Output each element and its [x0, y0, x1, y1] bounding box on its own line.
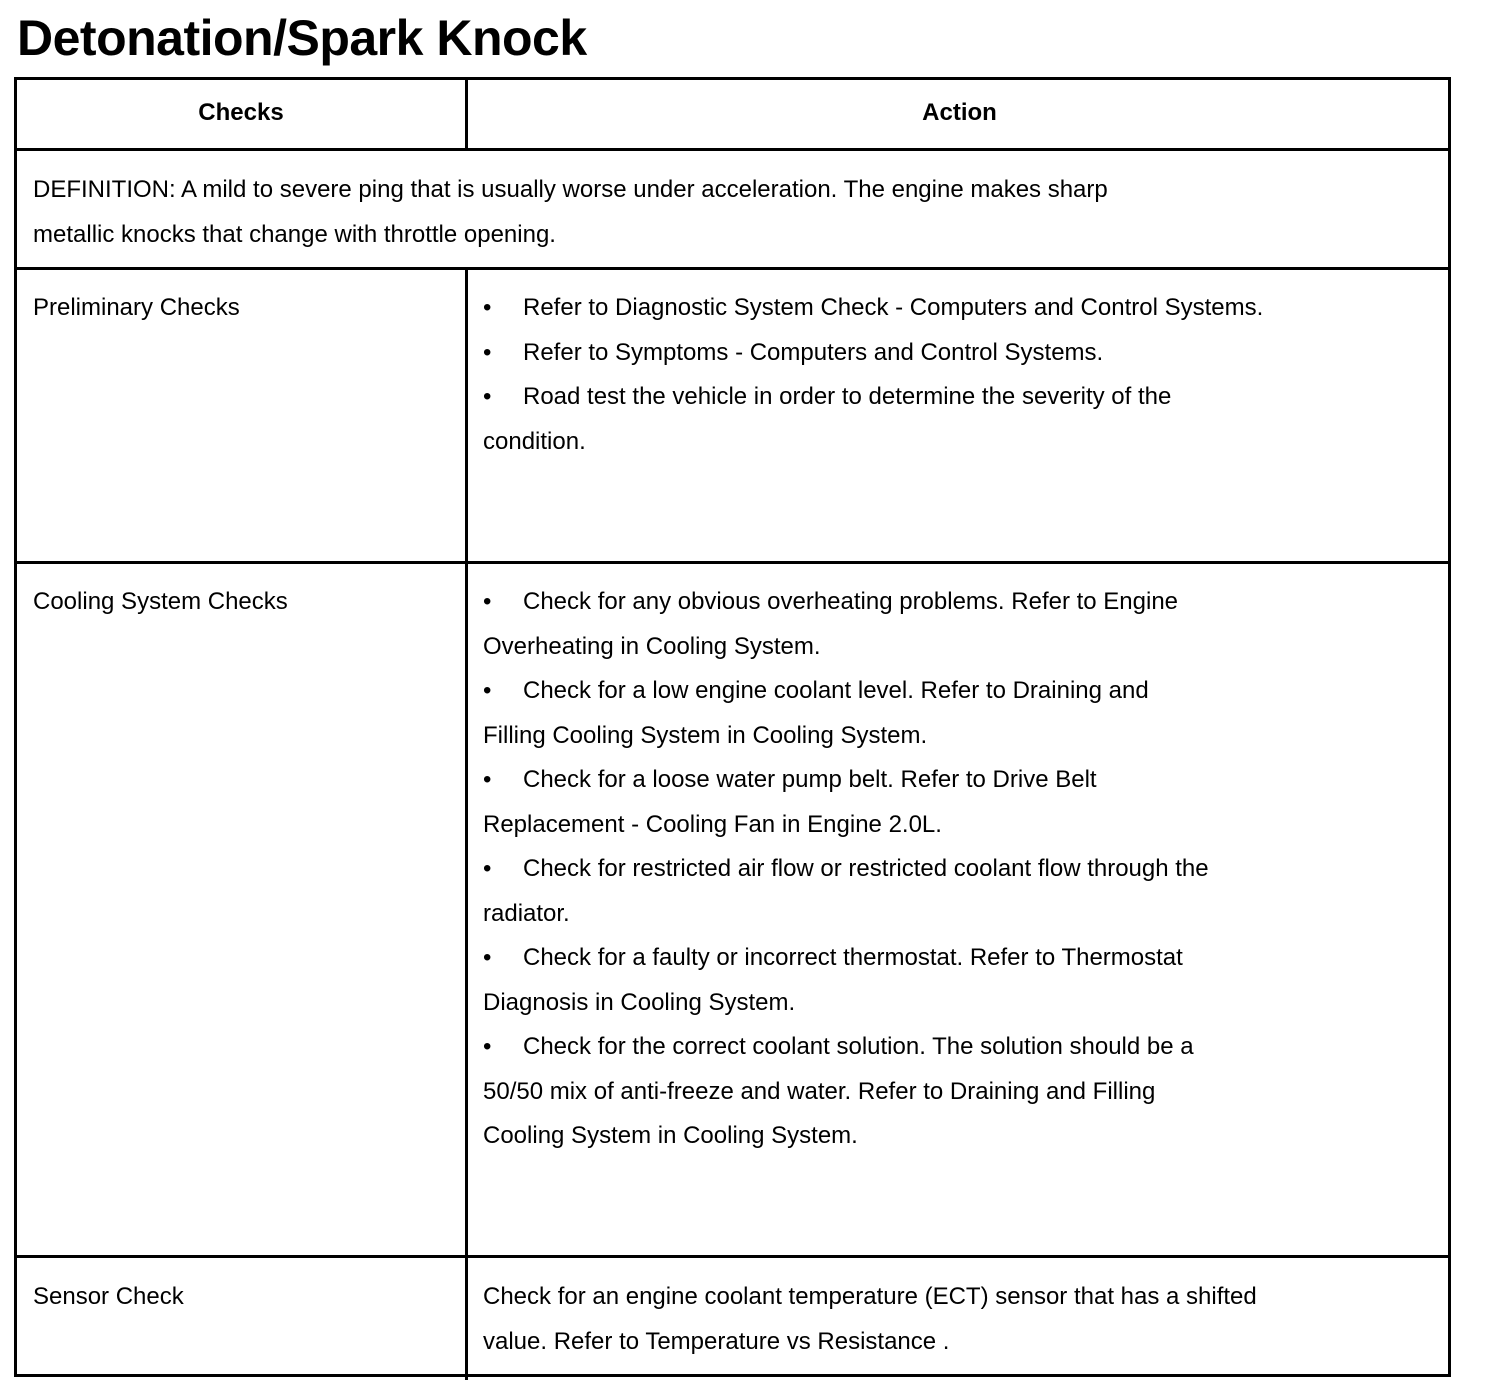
action-text: Cooling System in Cooling System.	[483, 1122, 858, 1149]
bullet-icon: •	[483, 1033, 492, 1060]
action-text: Overheating in Cooling System.	[483, 632, 821, 660]
action-line	[483, 1275, 1443, 1320]
bullet-icon: •	[483, 855, 492, 882]
column-header-checks: Checks	[198, 99, 284, 126]
action-bullet-item	[483, 758, 1443, 803]
bullet-icon: •	[483, 383, 492, 410]
action-bullet-item	[483, 847, 1443, 892]
action-line	[483, 714, 1443, 759]
action-text: Road test the vehicle in order to determine the severity of the	[523, 383, 1172, 410]
action-line	[483, 1114, 1443, 1159]
check-label-preliminary: Preliminary Checks	[33, 294, 240, 321]
action-bullet-item	[483, 580, 1443, 625]
bullet-icon: •	[483, 766, 492, 793]
action-line	[483, 1320, 1443, 1365]
bullet-icon: •	[483, 294, 492, 321]
action-text: Replacement - Cooling Fan in Engine 2.0L.	[483, 810, 942, 838]
cooling-row-divider	[17, 1255, 1448, 1258]
action-line	[483, 803, 1443, 848]
action-text: value. Refer to Temperature vs Resistance .	[483, 1327, 950, 1355]
action-line	[483, 420, 1443, 465]
preliminary-row-divider	[17, 561, 1448, 564]
column-divider-body	[465, 268, 468, 1380]
action-bullet-item	[483, 936, 1443, 981]
action-bullet-item	[483, 286, 1443, 331]
bullet-icon: •	[483, 944, 492, 971]
header-divider	[17, 148, 1448, 151]
bullet-icon: •	[483, 338, 492, 366]
action-text: Check for a low engine coolant level. Refer to Draining and	[523, 677, 1149, 704]
action-cell-preliminary	[483, 286, 1443, 464]
action-cell-sensor	[483, 1275, 1443, 1364]
action-text: Check for an engine coolant temperature (ECT) sensor that has a shifted	[483, 1283, 1257, 1310]
action-line	[483, 1070, 1443, 1115]
bullet-icon: •	[483, 588, 492, 615]
definition-line: metallic knocks that change with throttle opening.	[33, 220, 556, 248]
action-bullet-item	[483, 331, 1443, 376]
column-header-action: Action	[922, 99, 997, 126]
action-cell-cooling-system	[483, 580, 1443, 1159]
definition-cell	[33, 168, 1433, 257]
definition-line: DEFINITION: A mild to severe ping that is usually worse under acceleration. The engine makes sharp	[33, 176, 1108, 203]
definition-divider	[17, 267, 1448, 270]
action-text: Check for the correct coolant solution. The solution should be a	[523, 1033, 1194, 1060]
action-text: Diagnosis in Cooling System.	[483, 988, 796, 1016]
action-text: Check for a loose water pump belt. Refer to Drive Belt	[523, 766, 1097, 793]
bullet-icon: •	[483, 677, 492, 704]
action-text: Check for restricted air flow or restricted coolant flow through the	[523, 855, 1209, 882]
action-text: Refer to Symptoms - Computers and Control Systems.	[523, 338, 1104, 366]
action-text: Check for a faulty or incorrect thermostat. Refer to Thermostat	[523, 944, 1183, 971]
action-text: 50/50 mix of anti-freeze and water. Refer to Draining and Filling	[483, 1077, 1156, 1105]
action-bullet-item	[483, 669, 1443, 714]
action-text: Refer to Diagnostic System Check - Computers and Control Systems.	[523, 294, 1264, 321]
action-line	[483, 625, 1443, 670]
action-text: radiator.	[483, 899, 570, 927]
action-bullet-item	[483, 1025, 1443, 1070]
action-bullet-item	[483, 375, 1443, 420]
action-line	[483, 981, 1443, 1026]
check-label-sensor: Sensor Check	[33, 1283, 184, 1310]
action-text: Check for any obvious overheating problems. Refer to Engine	[523, 588, 1179, 615]
action-text: condition.	[483, 427, 586, 455]
action-line	[483, 892, 1443, 937]
page-title: Detonation/Spark Knock	[17, 10, 587, 66]
checks-table	[14, 77, 1451, 1377]
check-label-cooling-system: Cooling System Checks	[33, 588, 288, 615]
action-text: Filling Cooling System in Cooling System.	[483, 721, 928, 749]
